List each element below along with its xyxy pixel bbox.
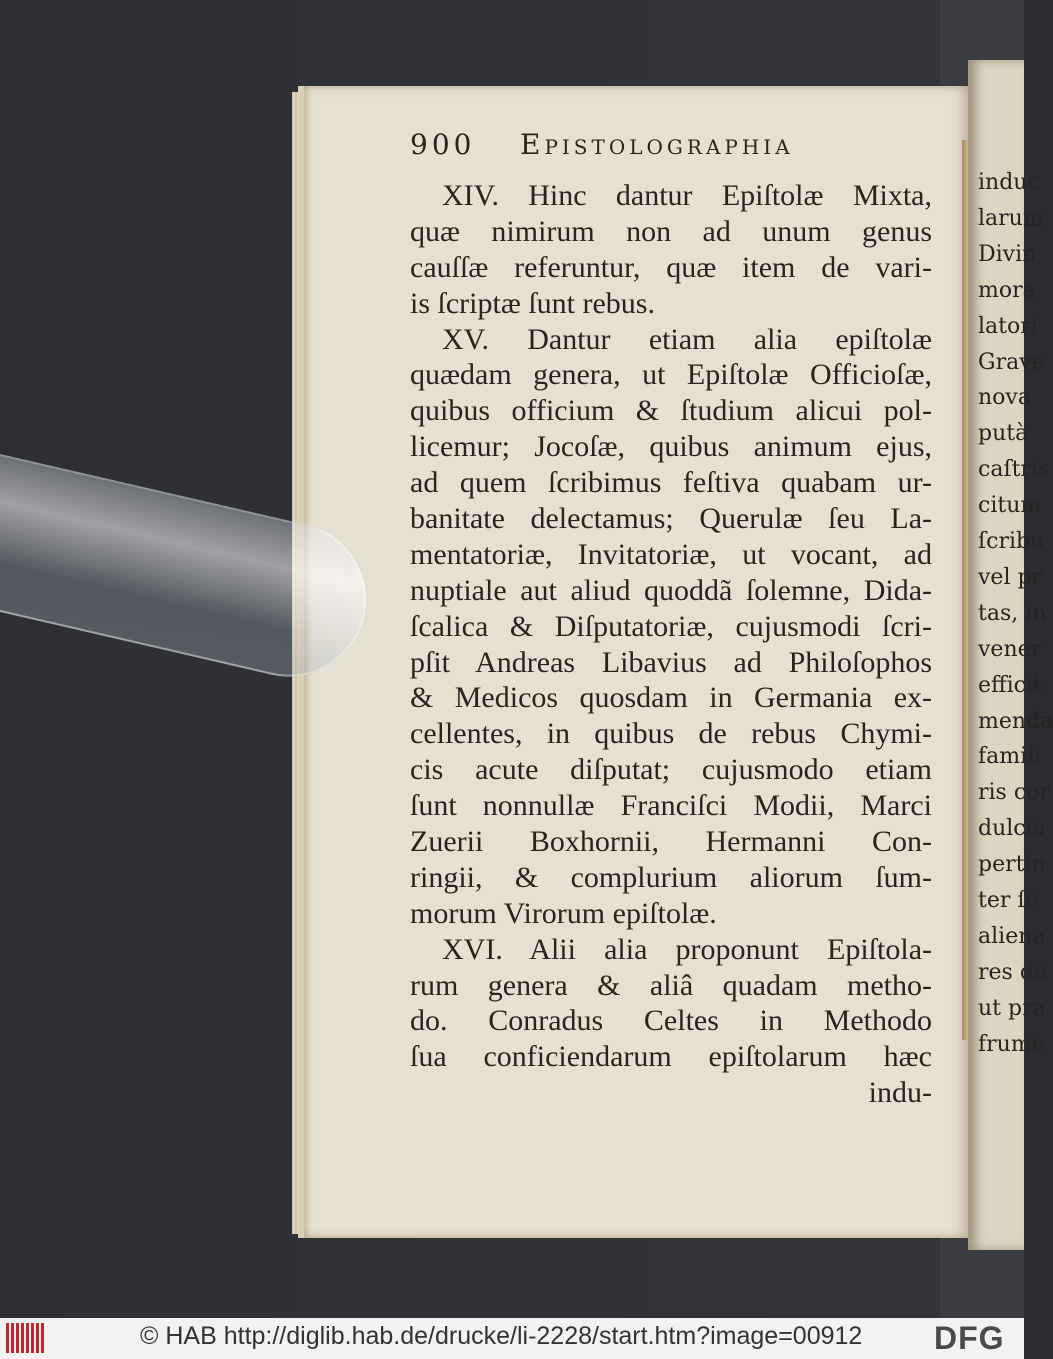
copyright-text[interactable]: © HAB http://diglib.hab.de/drucke/li-2228/start.htm?image=00912 (140, 1322, 863, 1350)
text-line: XV. Dantur etiam alia epiſtolæ (442, 322, 932, 356)
text-line: is ſcriptæ ſunt rebus. (410, 286, 655, 320)
text-line: ringii, & complurium aliorum ſum- (410, 860, 932, 894)
facing-text-line: ter ſc (978, 888, 1038, 913)
text-line: morum Virorum epiſtolæ. (410, 896, 717, 930)
facing-text-line: famili (978, 744, 1042, 770)
facing-text-line: efficit (978, 672, 1042, 698)
text-line: quædam genera, ut Epiſtolæ Officioſæ, (410, 358, 932, 392)
text-line: mentatoriæ, Invitatoriæ, ut vocant, ad (410, 537, 932, 571)
facing-text-line: latori (978, 313, 1038, 339)
facing-text-line: aliena (978, 923, 1046, 949)
page-number: 900 (410, 128, 476, 161)
text-line: rum genera & aliâ quadam metho- (410, 968, 932, 1002)
facing-text-line: tas, in (978, 600, 1047, 626)
facing-text-line: Divin (978, 241, 1037, 267)
facing-text-line: caſtris (978, 457, 1050, 483)
facing-text-line: ris cor (978, 780, 1050, 806)
facing-text-line: ut pra (978, 995, 1046, 1021)
text-line: ſua conficiendarum epiſtolarum hæc (410, 1040, 932, 1074)
facing-text-line: frume (978, 1031, 1045, 1057)
facing-text-line: vener (978, 636, 1042, 662)
text-line: quæ nimirum non ad unum genus (410, 214, 932, 248)
facing-text-line: menda (978, 708, 1053, 734)
page-body-text (410, 178, 932, 1111)
text-line: XIV. Hinc dantur Epiſtolæ Mixta, (442, 179, 932, 212)
text-line: cis acute diſputat; cujusmodo etiam (410, 753, 932, 787)
facing-text-line: ſcribu (978, 529, 1045, 554)
facing-text-line: dulcia (978, 816, 1046, 842)
facing-text-line: larum (978, 205, 1044, 231)
text-line: licemur; Jocoſæ, quibus animum ejus, (410, 430, 932, 464)
text-line: Zuerii Boxhornii, Hermanni Con- (410, 825, 932, 859)
facing-text-line: citum (978, 493, 1042, 519)
page-header (410, 128, 930, 168)
running-title: Epistolographia (520, 128, 794, 161)
text-line: do. Conradus Celtes in Methodo (410, 1004, 932, 1038)
text-line: pſit Andreas Libavius ad Philoſophos (410, 645, 932, 679)
text-line: cellentes, in quibus de rebus Chymi- (410, 717, 932, 751)
facing-text-line: pertin (978, 852, 1046, 878)
text-line: indu- (868, 1076, 932, 1110)
facing-text-line: induc (978, 170, 1040, 195)
text-line: banitate delectamus; Querulæ ſeu La- (410, 502, 932, 536)
facing-text-line: res do (978, 959, 1048, 985)
text-line: XVI. Alii alia proponunt Epiſtola- (442, 932, 932, 966)
dfg-logo: DFG (934, 1320, 1005, 1356)
facing-text-line: nova (978, 385, 1031, 411)
facing-text-line: vel pr (978, 564, 1043, 590)
barcode-icon (6, 1323, 46, 1353)
text-line: ſunt nonnullæ Franciſci Modii, Marci (410, 789, 932, 823)
text-line: quibus officium & ſtudium alicui pol- (410, 394, 932, 428)
text-line: nuptiale aut aliud quoddã ſolemne, Dida- (410, 573, 932, 607)
text-line: cauſſæ referuntur, quæ item de vari- (410, 250, 932, 284)
facing-text-line: Grave (978, 349, 1045, 375)
facing-text-line: mora (978, 277, 1036, 303)
text-line: ſcalica & Diſputatoriæ, cujusmodi ſcri- (410, 609, 932, 643)
facing-text-line: putà (978, 421, 1029, 447)
text-line: & Medicos quosdam in Germania ex- (410, 681, 932, 715)
text-line: ad quem ſcribimus feſtiva quabam ur- (410, 466, 932, 500)
